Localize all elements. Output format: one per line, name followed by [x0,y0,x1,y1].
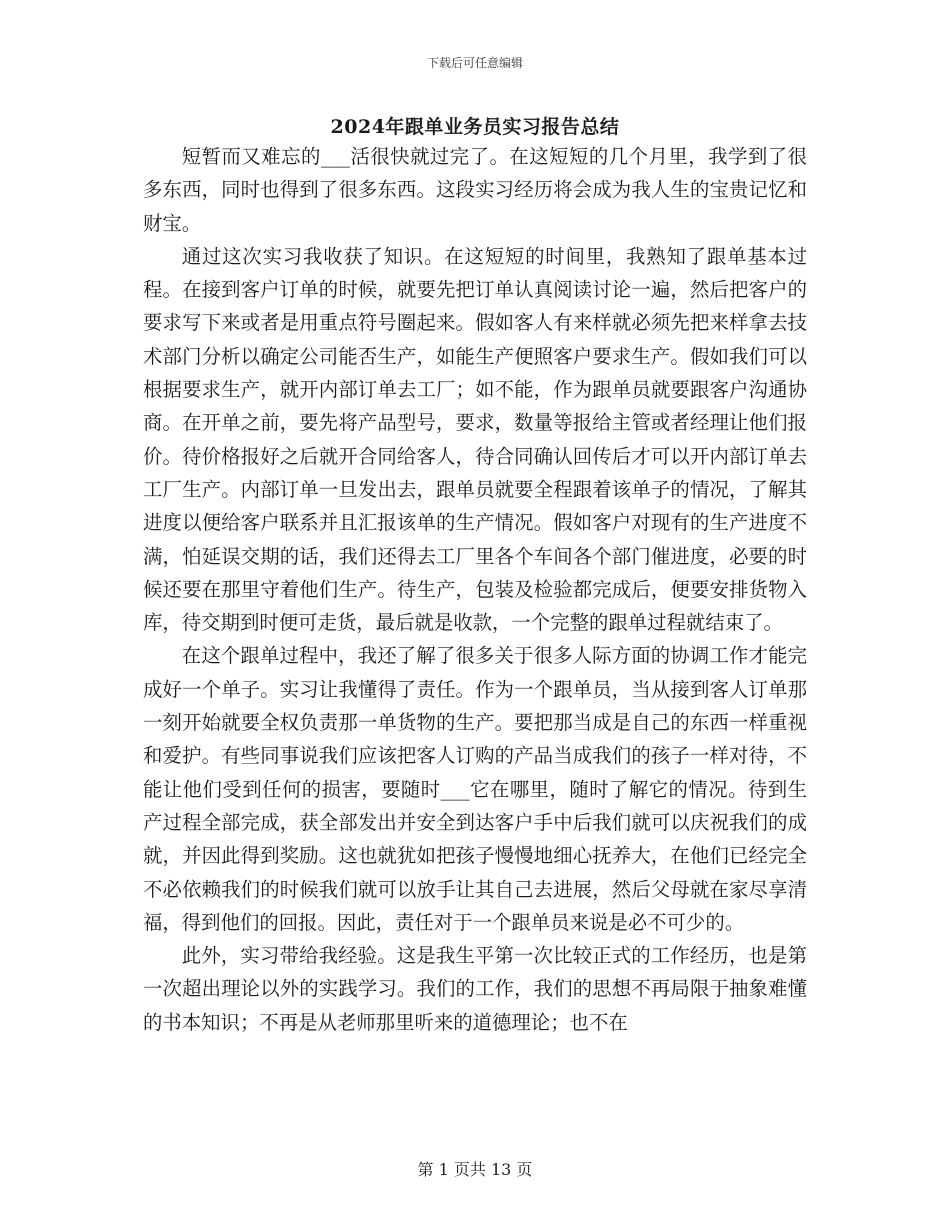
paragraph: 此外，实习带给我经验。这是我生平第一次比较正式的工作经历，也是第一次超出理论以外的实践学习。我们的工作，我们的思想不再局限于抽象难懂的书本知识；不再是从老师那里听来的道德理论；也不在 [143,944,807,1034]
header-note: 下载后可任意编辑 [426,56,523,70]
paragraph: 在这个跟单过程中，我还了解了很多关于很多人际方面的协调工作才能完成好一个单子。实习让我懂得了责任。作为一个跟单员，当从接到客人订单那一刻开始就要全权负责那一单货物的生产。要把那当成是自己的东西一样重视和爱护。有些同事说我们应该把客人订购的产品当成我们的孩子一样对待，不能让他们受到任何的损害，要随时___它在哪里，随时了解它的情况。待到生产过程全部完成，获全部发出并安全到达客户手中后我们就可以庆祝我们的成就，并因此得到奖励。这也就犹如把孩子慢慢地细心抚养大，在他们已经完全不必依赖我们的时候我们就可以放手让其自己去进展，然后父母就在家尽享清福，得到他们的回报。因此，责任对于一个跟单员来说是必不可少的。 [143,644,807,934]
paragraph: 短暂而又难忘的___活很快就过完了。在这短短的几个月里，我学到了很多东西，同时也得到了很多东西。这段实习经历将会成为我人生的宝贵记忆和财宝。 [143,145,807,235]
paragraph: 通过这次实习我收获了知识。在这短短的时间里，我熟知了跟单基本过程。在接到客户订单的时候，就要先把订单认真阅读讨论一遍，然后把客户的要求写下来或者是用重点符号圈起来。假如客人有来样就必须先把来样拿去技术部门分析以确定公司能否生产，如能生产便照客户要求生产。假如我们可以根据要求生产，就开内部订单去工厂；如不能，作为跟单员就要跟客户沟通协商。在开单之前，要先将产品型号，要求，数量等报给主管或者经理让他们报价。待价格报好之后就开合同给客人，待合同确认回传后才可以开内部订单去工厂生产。内部订单一旦发出去，跟单员就要全程跟着该单子的情况，了解其进度以便给客户联系并且汇报该单的生产情况。假如客户对现有的生产进度不满，怕延误交期的话，我们还得去工厂里各个车间各个部门催进度，必要的时候还要在那里守着他们生产。待生产，包装及检验都完成后，便要安排货物入库，待交期到时便可走货，最后就是收款，一个完整的跟单过程就结束了。 [143,244,807,635]
page-footer: 第 1 页共 13 页 [417,1160,533,1179]
document-title: 2024年跟单业务员实习报告总结 [330,116,620,138]
document-body [143,140,807,1039]
